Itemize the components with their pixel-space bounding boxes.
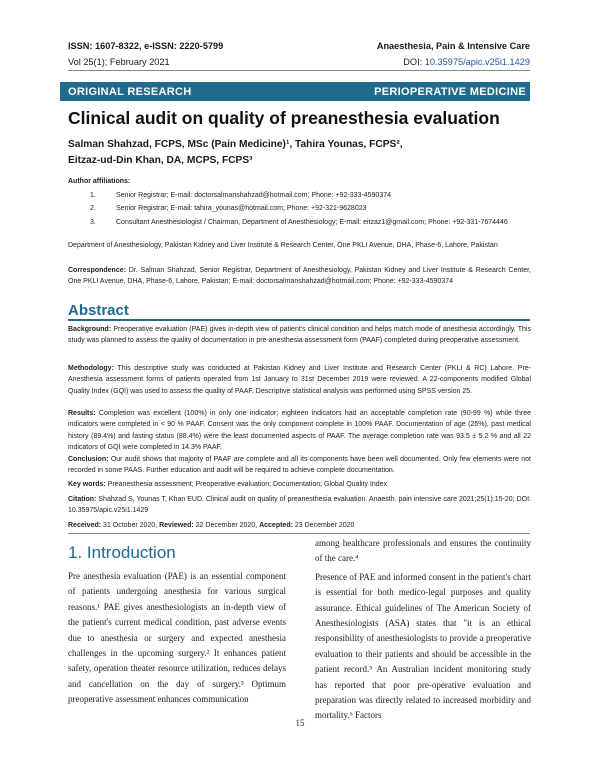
conclusion-text: Our audit shows that majority of PAAF are complete and all its components have been well documented. Only few elements were not recorded in some PAAS. Further education and audit will be required to achieve complete documentation.: [68, 456, 531, 475]
affiliation-text: Senior Registrar; E-mail: tahira_younas@hotmail.com; Phone: +92-321-9628023: [116, 205, 367, 213]
accepted-date: 23 December 2020: [294, 522, 355, 529]
abstract-conclusion: [68, 454, 531, 477]
affiliation-number: 3.: [90, 218, 96, 226]
methodology-label: Methodology:: [68, 365, 114, 372]
citation: [68, 494, 531, 517]
affiliations-label: Author affiliations:: [68, 178, 131, 185]
keywords-label: Key words:: [68, 481, 106, 488]
affiliation-item: [90, 190, 530, 201]
results-label: Results:: [68, 410, 96, 417]
body-column-right: [315, 536, 531, 727]
article-dates: [68, 520, 531, 531]
methodology-text: This descriptive study was conducted at Pakistan Kidney and Liver Institute and Research Center (PKLI & RC) Lahore. Pre-Anesthesia assessment forms of patients operated from 1st January to 31st December 2019 were reviewed. A 22-components modified Global Quality Index (GQI) was used to assess the quality of PAAF. Descriptive statistical analysis was performed using SPSS version 25.: [68, 365, 531, 395]
issn-text: ISSN: 1607-8322, e-ISSN: 2220-5799: [68, 41, 224, 51]
article-type: ORIGINAL RESEARCH: [68, 85, 192, 98]
author-line: Salman Shahzad, FCPS, MSc (Pain Medicine)¹, Tahira Younas, FCPS²,: [68, 139, 403, 150]
accepted-label: Accepted:: [259, 522, 293, 529]
citation-text: Shahzad S, Younas T, Khan EUD. Clinical audit on quality of preanesthesia evaluation. Anaesth. pain intensive care 2021;25(1):15-20; DOI: 10.35975/apic.v25i1.1429: [68, 496, 531, 515]
correspondence-label: Correspondence:: [68, 267, 126, 274]
introduction-heading: 1. Introduction: [68, 543, 176, 562]
paragraph: Pre anesthesia evaluation (PAE) is an essential component of patients undergoing anesthesia for various surgical reasons.¹ PAE gives anesthesiologists an in-depth view of the patient's current medical condition, past adverse events due to anesthesia or surgery and expected anesthesia challenges in the upcoming surgery.² It enhances patient safety, operation theater resource utilization, reduces delays and cancellation on the day of surgery.³ Optimum preoperative assessment enhances communication: [68, 571, 286, 705]
department-address: Department of Anesthesiology, Pakistan Kidney and Liver Institute & Research Center, One PKLI Avenue, DHA, Phase-6, Lahore, Pakistan: [68, 242, 498, 249]
conclusion-label: Conclusion:: [68, 456, 109, 463]
background-text: Preoperative evaluation (PAE) gives in-depth view of patient's clinical condition and helps match mode of anesthesia accordingly. This study was planned to assess the quality of documentation in pre-anesthesia assessment form (PAAF) completed during preoperative assessment.: [68, 326, 531, 345]
affiliation-number: 1.: [90, 192, 96, 199]
article-category: PERIOPERATIVE MEDICINE: [374, 85, 526, 98]
reviewed-date: 22 December 2020,: [195, 522, 258, 529]
received-label: Received:: [68, 522, 102, 529]
background-label: Background:: [68, 326, 112, 333]
affiliation-list: [90, 190, 530, 230]
keywords: [68, 479, 531, 490]
doi-label: DOI:: [403, 57, 423, 67]
author-line: Eitzaz-ud-Din Khan, DA, MCPS, FCPS³: [68, 155, 253, 166]
abstract-divider: [68, 319, 530, 321]
affiliation-item: [90, 203, 530, 214]
paragraph: among healthcare professionals and ensures the continuity of the care.⁴: [315, 538, 531, 564]
article-title: Clinical audit on quality of preanesthesia evaluation: [68, 108, 500, 128]
affiliation-text: Senior Registrar; E-mail: doctorsalmanshahzad@hotmail.com; Phone: +92-333-4590374: [116, 192, 392, 199]
affiliation-number: 2.: [90, 205, 96, 213]
article-type-banner: [60, 82, 530, 101]
abstract-background: [68, 324, 531, 347]
volume-text: Vol 25(1); February 2021: [68, 57, 170, 67]
journal-name: Anaesthesia, Pain & Intensive Care: [376, 41, 530, 51]
received-date: 31 October 2020,: [103, 522, 158, 529]
citation-label: Citation:: [68, 496, 97, 503]
doi-header: [403, 57, 530, 67]
author-list: [68, 137, 538, 169]
issue-header: [68, 57, 530, 67]
correspondence: [68, 265, 531, 288]
reviewed-label: Reviewed:: [159, 522, 194, 529]
header-divider: [68, 70, 530, 71]
keywords-text: Preanesthesia assessment; Preoperative evaluation; Documentation; Global Quality Index: [107, 481, 388, 488]
affiliation-text: Consultant Anesthesiologist / Chairman, Department of Anesthesiology; E-mail: eitzaz1@gmail.com; Phone: +92-331-7674446: [116, 218, 508, 226]
journal-header: [68, 41, 530, 51]
body-column-left: [68, 569, 286, 711]
page-number: 15: [295, 718, 305, 728]
paragraph: Presence of PAE and informed consent in the patient's chart is essential for both medico-legal purposes and quality assurance. Ethical guidelines of The American Society of Anesthesiologists (ASA) states that "it is an ethical responsibility of anesthesiologists to provide a preoperative evaluation to their patients and should be accessible in the patient record.⁵ An Australian incident monitoring study has reported that poor pre-operative evaluation and preparation was directly related to increased morbidity and mortality.⁶ Factors: [315, 571, 531, 721]
abstract-heading: Abstract: [68, 302, 129, 319]
abstract-results: [68, 408, 531, 453]
abstract-methodology: [68, 363, 531, 397]
affiliation-item: [90, 217, 530, 228]
doi-link[interactable]: 10.35975/apic.v25i1.1429: [424, 57, 530, 67]
results-text: Completion was excellent (100%) in only one indicator; eighteen indicators had an acceptable completion rate (90-99 %) while three indicators were completed in < 90 % PAAF. Consent was the only component complete in 100% PAAF. Documentation of age (25%), past medical history (89.4%) and fasting status (88.4%) were the least documented aspects of PAAF. The average completion rate was 93.5 ± 5.2 % and all 22 indicators of GQI were completed in 14.3% PAAF.: [68, 410, 531, 451]
correspondence-text: Dr. Salman Shahzad, Senior Registrar, Department of Anesthesiology, Pakistan Kidney and Liver Institute & Research Center, One PKLI Avenue, DHA, Phase-6, Lahore, Pakistan; E-mail: doctorsalmanshahzad@hotmail.com; Phone: +92-333-4590374: [68, 267, 532, 286]
abstract-end-divider: [68, 533, 530, 534]
